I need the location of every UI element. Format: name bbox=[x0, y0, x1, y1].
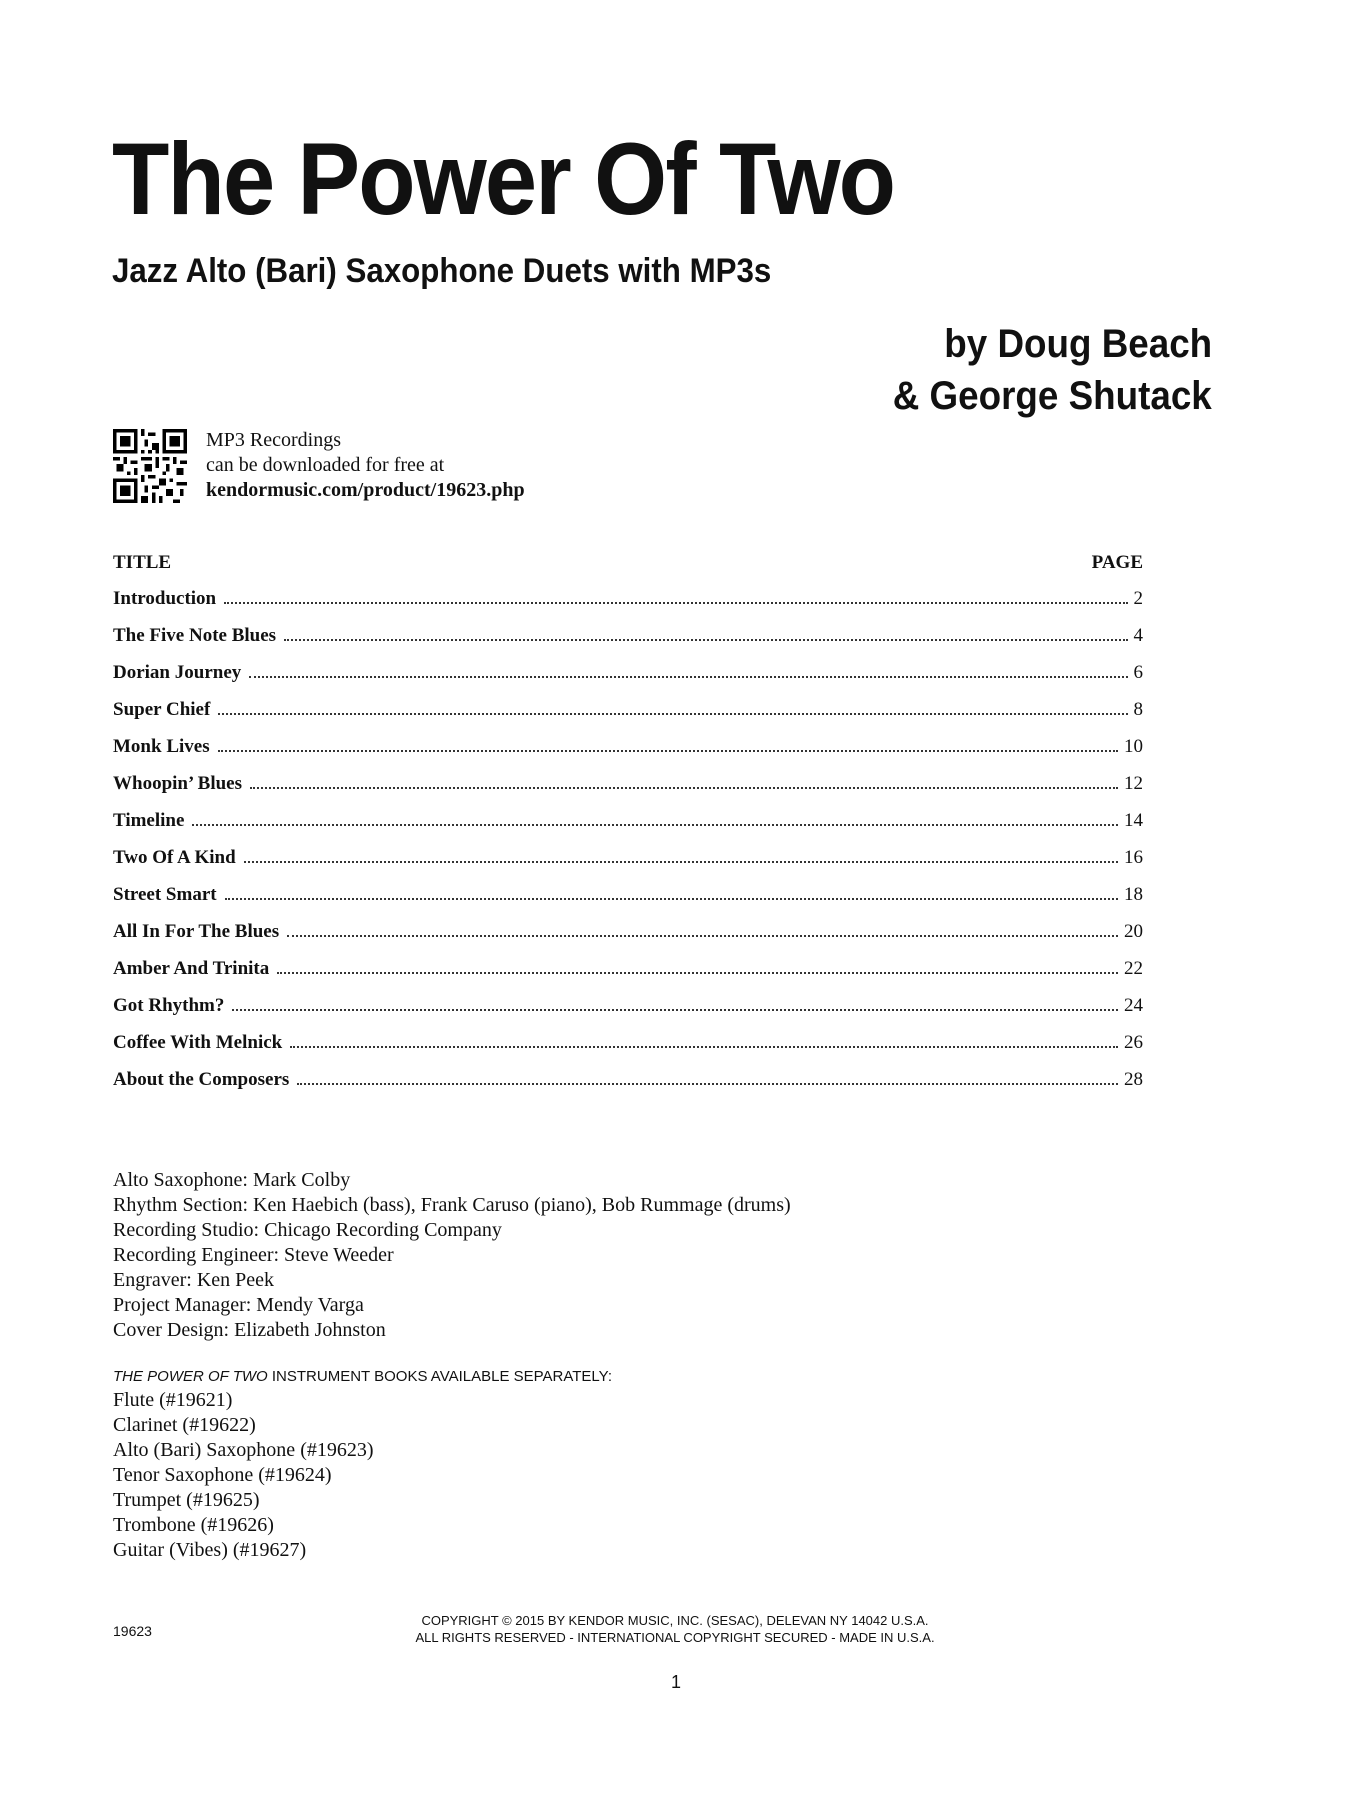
book-item: Flute (#19621) bbox=[113, 1389, 233, 1411]
mp3-line-1: MP3 Recordings bbox=[206, 429, 341, 451]
copyright-line-1: COPYRIGHT © 2015 BY KENDOR MUSIC, INC. (SESAC), DELEVAN NY 14042 U.S.A. bbox=[421, 1613, 929, 1628]
credit-line: Project Manager: Mendy Varga bbox=[113, 1294, 364, 1316]
page-number: 1 bbox=[670, 1672, 681, 1692]
book-item: Alto (Bari) Saxophone (#19623) bbox=[113, 1439, 374, 1461]
toc-leader bbox=[218, 750, 1118, 752]
credits-list bbox=[113, 1168, 791, 1343]
books-heading bbox=[113, 1368, 612, 1385]
toc-entry[interactable] bbox=[113, 995, 1143, 1032]
toc-leader bbox=[250, 787, 1118, 789]
author-line-1: by Doug Beach bbox=[944, 322, 1212, 366]
toc-entry[interactable] bbox=[113, 625, 1143, 662]
toc-entry-title: All In For The Blues bbox=[113, 921, 280, 942]
toc-entry-page: 18 bbox=[1124, 884, 1143, 905]
toc-leader bbox=[249, 676, 1127, 678]
toc-leader bbox=[218, 713, 1127, 715]
toc-leader bbox=[224, 602, 1127, 604]
toc-entry-page: 20 bbox=[1124, 921, 1143, 942]
toc-entry-title: Amber And Trinita bbox=[113, 958, 270, 979]
toc-entry-title: Dorian Journey bbox=[113, 662, 242, 683]
toc-entry-page: 26 bbox=[1124, 1032, 1143, 1053]
credit-line: Recording Studio: Chicago Recording Company bbox=[113, 1219, 502, 1241]
toc-entry-page: 12 bbox=[1124, 773, 1143, 794]
toc-entry-title: Two Of A Kind bbox=[113, 847, 236, 868]
copyright-notice bbox=[300, 1612, 1050, 1646]
credit-line: Rhythm Section: Ken Haebich (bass), Frank Caruso (piano), Bob Rummage (drums) bbox=[113, 1194, 791, 1216]
toc-entry[interactable] bbox=[113, 958, 1143, 995]
toc-leader bbox=[297, 1083, 1118, 1085]
toc-title-header: TITLE bbox=[113, 552, 172, 573]
toc-entry[interactable] bbox=[113, 773, 1143, 810]
table-of-contents bbox=[113, 552, 1143, 1106]
toc-entry-page: 22 bbox=[1124, 958, 1143, 979]
book-item: Tenor Saxophone (#19624) bbox=[113, 1464, 332, 1486]
toc-leader bbox=[284, 639, 1127, 641]
author-line-2: & George Shutack bbox=[892, 374, 1212, 418]
toc-entry[interactable] bbox=[113, 884, 1143, 921]
toc-leader bbox=[232, 1009, 1118, 1011]
book-item: Clarinet (#19622) bbox=[113, 1414, 256, 1436]
page-title: The Power Of Two bbox=[112, 122, 895, 236]
credit-line: Recording Engineer: Steve Weeder bbox=[113, 1244, 394, 1266]
qr-code-icon[interactable] bbox=[113, 429, 187, 503]
toc-entry-page: 16 bbox=[1124, 847, 1143, 868]
toc-leader bbox=[225, 898, 1118, 900]
toc-leader bbox=[277, 972, 1118, 974]
page-subtitle: Jazz Alto (Bari) Saxophone Duets with MP3s bbox=[112, 252, 772, 290]
toc-entry-page: 28 bbox=[1124, 1069, 1143, 1090]
toc-entry-page: 24 bbox=[1124, 995, 1143, 1016]
toc-entry-title: Street Smart bbox=[113, 884, 217, 905]
toc-entry-title: Introduction bbox=[113, 588, 217, 609]
toc-entry[interactable] bbox=[113, 588, 1143, 625]
toc-header bbox=[113, 552, 1143, 588]
toc-leader bbox=[244, 861, 1118, 863]
toc-entry-page: 6 bbox=[1133, 662, 1143, 683]
toc-entry-page: 10 bbox=[1124, 736, 1143, 757]
copyright-line-2: ALL RIGHTS RESERVED - INTERNATIONAL COPYRIGHT SECURED - MADE IN U.S.A. bbox=[415, 1630, 935, 1645]
toc-entry[interactable] bbox=[113, 921, 1143, 958]
toc-leader bbox=[290, 1046, 1118, 1048]
books-heading-text: INSTRUMENT BOOKS AVAILABLE SEPARATELY: bbox=[267, 1368, 612, 1385]
book-item: Trombone (#19626) bbox=[113, 1514, 274, 1536]
toc-entry[interactable] bbox=[113, 847, 1143, 884]
toc-entry-page: 14 bbox=[1124, 810, 1143, 831]
toc-entry-title: The Five Note Blues bbox=[113, 625, 277, 646]
toc-leader bbox=[192, 824, 1118, 826]
toc-entry-title: Super Chief bbox=[113, 699, 211, 720]
toc-entry-title: Monk Lives bbox=[113, 736, 210, 757]
toc-entry[interactable] bbox=[113, 699, 1143, 736]
catalog-number: 19623 bbox=[113, 1623, 152, 1639]
credit-line: Cover Design: Elizabeth Johnston bbox=[113, 1319, 386, 1341]
credit-line: Alto Saxophone: Mark Colby bbox=[113, 1169, 351, 1191]
toc-leader bbox=[287, 935, 1118, 937]
toc-entry-page: 4 bbox=[1133, 625, 1143, 646]
toc-entry[interactable] bbox=[113, 736, 1143, 773]
toc-entry-page: 2 bbox=[1133, 588, 1143, 609]
mp3-download-link[interactable]: kendormusic.com/product/19623.php bbox=[206, 479, 525, 501]
books-heading-series: THE POWER OF TWO bbox=[113, 1368, 268, 1385]
toc-entry-title: Timeline bbox=[113, 810, 185, 831]
toc-entry-title: Got Rhythm? bbox=[113, 995, 225, 1016]
toc-entry-title: About the Composers bbox=[113, 1069, 290, 1090]
toc-entry-title: Whoopin’ Blues bbox=[113, 773, 242, 794]
toc-entry-title: Coffee With Melnick bbox=[113, 1032, 283, 1053]
toc-entry-page: 8 bbox=[1133, 699, 1143, 720]
toc-entry[interactable] bbox=[113, 810, 1143, 847]
toc-page-header: PAGE bbox=[1091, 552, 1143, 573]
book-item: Guitar (Vibes) (#19627) bbox=[113, 1539, 307, 1561]
credit-line: Engraver: Ken Peek bbox=[113, 1269, 275, 1291]
mp3-download-info bbox=[206, 428, 525, 503]
book-item: Trumpet (#19625) bbox=[113, 1489, 260, 1511]
toc-entry[interactable] bbox=[113, 1032, 1143, 1069]
mp3-line-2: can be downloaded for free at bbox=[206, 454, 445, 476]
books-list bbox=[113, 1388, 374, 1563]
toc-entry[interactable] bbox=[113, 1069, 1143, 1106]
toc-entry[interactable] bbox=[113, 662, 1143, 699]
